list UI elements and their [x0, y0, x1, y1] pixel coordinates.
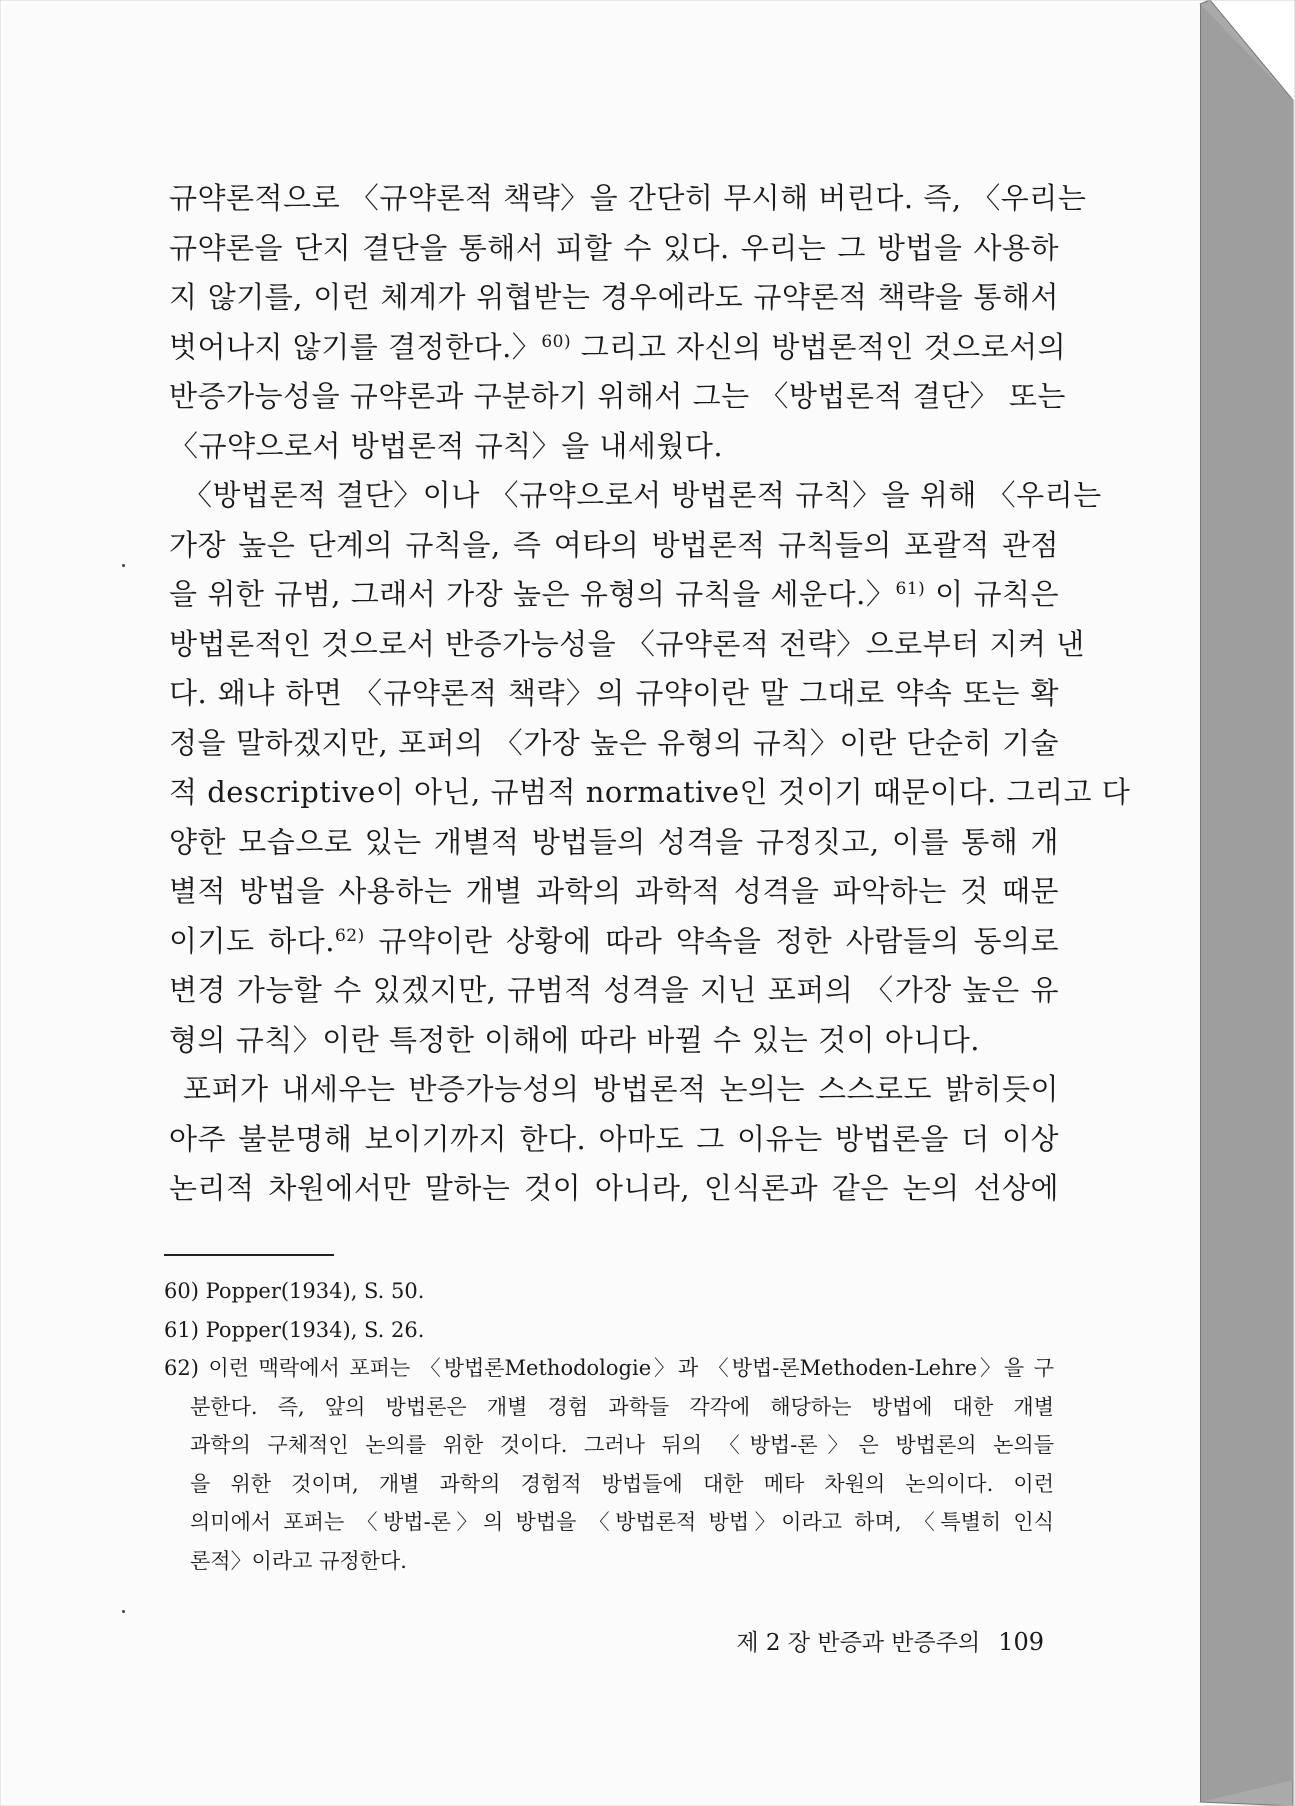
- scan-speck: [122, 564, 125, 567]
- footnote-ref-61: 61): [895, 579, 926, 599]
- body-line: 정을 말하겠지만, 포퍼의 〈가장 높은 유형의 규칙〉이란 단순히 기술: [169, 725, 1059, 760]
- body-text-fragment: 규약이란 상황에 따라 약속을 정한 사람들의 동의로: [364, 923, 1059, 958]
- body-text-fragment: 그리고 자신의 방법론적인 것으로서의: [571, 329, 1067, 364]
- body-text-fragment: 을 위한 규범, 그래서 가장 높은 유형의 규칙을 세운다.〉: [169, 577, 896, 611]
- scan-speck: [122, 1610, 125, 1613]
- body-text-fragment: 이 규칙은: [925, 577, 1059, 611]
- body-line: [169, 323, 1067, 373]
- body-line: 아주 불분명해 보이기까지 한다. 아마도 그 이유는 방법론을 더 이상: [169, 1121, 1059, 1156]
- footnote-62-line: 과학의 구체적인 논의를 위한 것이다. 그러나 뒤의 〈방법-론〉은 방법론의 논의들: [190, 1433, 1054, 1457]
- body-line: 가장 높은 단계의 규칙을, 즉 여타의 방법론적 규칙들의 포괄적 관점: [169, 527, 1059, 562]
- body-line: 〈방법론적 결단〉이나 〈규약으로서 방법론적 규칙〉을 위해 〈우리는: [183, 478, 1102, 512]
- body-line: 포퍼가 내세우는 반증가능성의 방법론적 논의는 스스로도 밝히듯이: [183, 1072, 1059, 1106]
- body-line: 지 않기를, 이런 체계가 위협받는 경우에라도 규약론적 책략을 통해서: [169, 280, 1059, 314]
- body-line: 형의 규칙〉이란 특정한 이해에 따라 바뀔 수 있는 것이 아니다.: [169, 1022, 981, 1057]
- book-page: [4, 4, 1201, 1802]
- footnote-62-line: 을 위한 것이며, 개별 과학의 경험적 방법들에 대한 메타 차원의 논의이다. 이런: [190, 1471, 1054, 1496]
- body-line: 규약론적으로 〈규약론적 책략〉을 간단히 무시해 버린다. 즉, 〈우리는: [169, 181, 1087, 215]
- body-line: 다. 왜냐 하면 〈규약론적 책략〉의 규약이란 말 그대로 약속 또는 확: [169, 676, 1059, 710]
- footnote-ref-62: 62): [334, 925, 365, 946]
- body-line: [169, 917, 1059, 967]
- footnotes: [164, 1272, 1054, 1580]
- chapter-title: 제 2 장 반증과 반증주의: [736, 1630, 981, 1656]
- body-line: 양한 모습으로 있는 개별적 방법들의 성격을 규정짓고, 이를 통해 개: [169, 824, 1059, 859]
- body-line: 논리적 차원에서만 말하는 것이 아니라, 인식론과 같은 논의 선상에: [169, 1171, 1059, 1205]
- body-text-fragment: 이기도 하다.: [169, 923, 335, 958]
- footnote-62-line: 론적〉이라고 규정한다.: [190, 1548, 407, 1573]
- body-line: 적 descriptive이 아닌, 규범적 normative인 것이기 때문이다. 그리고 다: [169, 775, 1131, 809]
- body-line: 반증가능성을 규약론과 구분하기 위해서 그는 〈방법론적 결단〉 또는: [169, 379, 1066, 413]
- footnote-61: 61) Popper(1934), S. 26.: [164, 1317, 425, 1342]
- page-number: 109: [998, 1628, 1044, 1656]
- body-line: 방법론적인 것으로서 반증가능성을 〈규약론적 전략〉으로부터 지켜 낸: [169, 626, 1085, 661]
- footnote-62-line: 의미에서 포퍼는 〈방법-론〉의 방법을 〈방법론적 방법〉이라고 하며, 〈특별히 인식: [190, 1510, 1054, 1534]
- body-line: [169, 570, 1059, 620]
- body-text-fragment: 벗어나지 않기를 결정한다.〉: [169, 329, 542, 364]
- footnote-ref-60: 60): [541, 331, 572, 352]
- body-text: [169, 174, 1131, 1214]
- body-line: 별적 방법을 사용하는 개별 과학의 과학적 성격을 파악하는 것 때문: [169, 874, 1059, 908]
- footnote-62: 62) 이런 맥락에서 포퍼는 〈방법론Methodologie〉과 〈방법-론Methoden-Lehre〉을 구: [164, 1356, 1054, 1380]
- body-line: 변경 가능할 수 있겠지만, 규범적 성격을 지닌 포퍼의 〈가장 높은 유: [169, 973, 1059, 1007]
- footnote-62-line: 분한다. 즉, 앞의 방법론은 개별 경험 과학들 각각에 해당하는 방법에 대한 개별: [190, 1394, 1054, 1419]
- footnote-60: 60) Popper(1934), S. 50.: [164, 1279, 425, 1303]
- running-footer: [704, 1624, 1044, 1657]
- body-line: 〈규약으로서 방법론적 규칙〉을 내세웠다.: [169, 428, 724, 463]
- body-line: 규약론을 단지 결단을 통해서 피할 수 있다. 우리는 그 방법을 사용하: [169, 230, 1059, 265]
- footnote-divider: [164, 1254, 334, 1256]
